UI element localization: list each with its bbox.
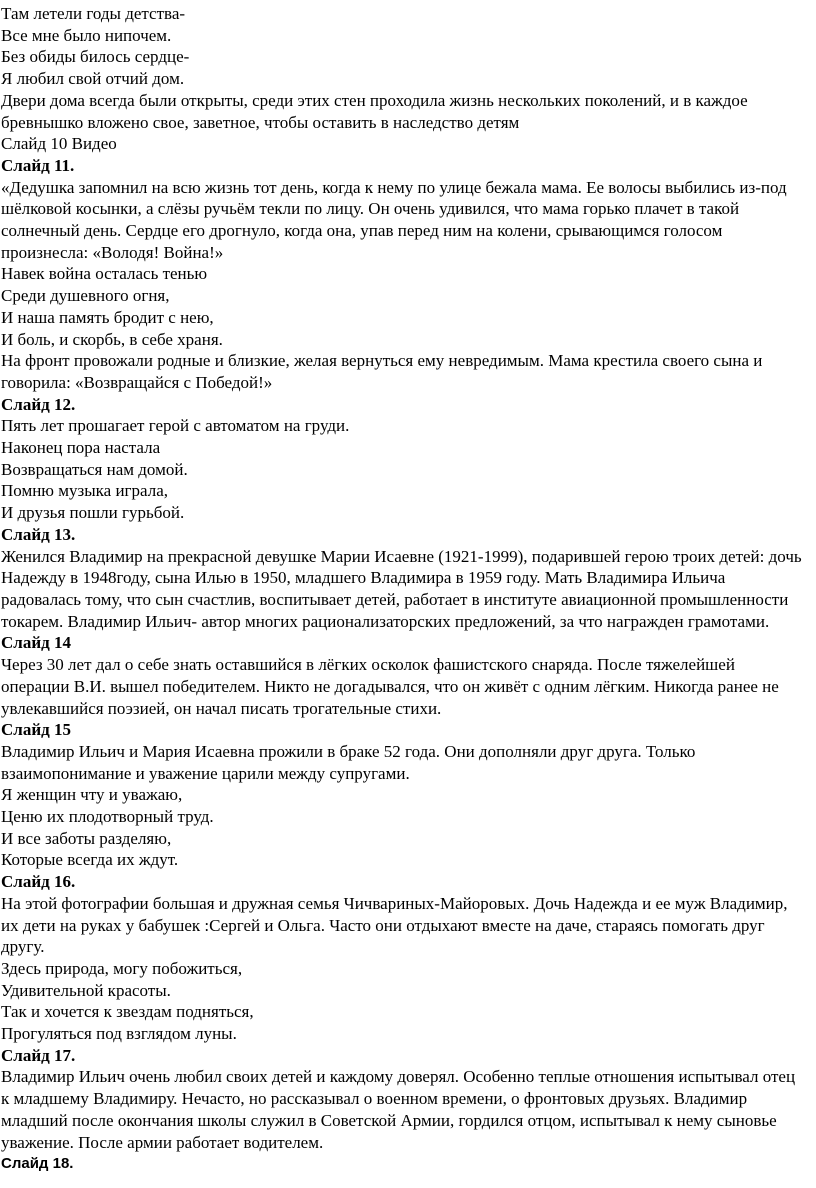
poem-line: Я любил свой отчий дом. — [1, 69, 185, 89]
poem-line: Все мне было нипочем. — [1, 25, 172, 45]
paragraph: Пять лет прошагает герой с автоматом на груди. — [1, 416, 350, 436]
poem-line: Здесь природа, могу побожиться, — [1, 958, 243, 978]
paragraph: На этой фотографии большая и дружная семья Чичвариных-Майоровых. Дочь Надежда и ее муж Владимир, их дети на руках у бабушек :Сергей и Ольга. Часто они отдыхают вместе на даче, стараясь помогать друг другу. — [1, 893, 788, 957]
paragraph: Женился Владимир на прекрасной девушке Марии Исаевне (1921-1999), подарившей герою троих детей: дочь Надежду в 1948году, сына Илью в 1950, младшего Владимира в 1959 году. Мать Владимира Ильича радовалась тому, что сын счастлив, воспитывает детей, работает в институте авиационной промышленности токарем. Владимир Ильич- автор многих рационализаторских предложений, за что награжден грамотами. — [1, 546, 802, 631]
poem-line: Без обиды билось сердце- — [1, 47, 190, 67]
paragraph: Владимир Ильич и Мария Исаевна прожили в браке 52 года. Они дополняли друг друга. Только взаимопонимание и уважение царили между супругами. — [1, 741, 696, 783]
poem-line: Наконец пора настала — [1, 438, 161, 458]
poem-line: Помню музыка играла, — [1, 481, 168, 501]
poem-line: И боль, и скорбь, в себе храня. — [1, 329, 223, 349]
poem-line: Среди душевного огня, — [1, 286, 170, 306]
slide-heading: Слайд 11. — [1, 155, 75, 175]
paragraph: Двери дома всегда были открыты, среди этих стен проходила жизнь нескольких поколений, и в каждое бревнышко вложено свое, заветное, чтобы оставить в наследство детям — [1, 90, 748, 132]
poem-line: И наша память бродит с нею, — [1, 307, 214, 327]
slide-note: Слайд 10 Видео — [1, 134, 117, 154]
poem-line: Там летели годы детства- — [1, 4, 186, 23]
slide-heading: Слайд 18. — [1, 1155, 74, 1173]
poem-line: Я женщин чту и уважаю, — [1, 785, 183, 805]
poem-line: Ценю их плодотворный труд. — [1, 807, 214, 827]
paragraph: «Дедушка запомнил на всю жизнь тот день, когда к нему по улице бежала мама. Ее волосы выбились из-под шёлковой косынки, а слёзы ручьём текли по лицу. Он очень удивился, что мама горько плачет в такой солнечный день. Сердце его дрогнуло, когда она, упав перед ним на колени, срывающимся голосом произнесла: «Володя! Война!» — [1, 177, 787, 262]
poem-line: Удивительной красоты. — [1, 980, 171, 1000]
slide-heading: Слайд 12. — [1, 394, 76, 414]
poem-line: И друзья пошли гурьбой. — [1, 503, 185, 523]
poem-line: Прогуляться под взглядом луны. — [1, 1024, 237, 1044]
poem-line: Которые всегда их ждут. — [1, 850, 179, 870]
slide-heading: Слайд 15 — [1, 720, 71, 740]
poem-line: Навек война осталась тенью — [1, 264, 208, 284]
slide-heading: Слайд 13. — [1, 524, 76, 544]
slide-heading: Слайд 16. — [1, 872, 76, 892]
paragraph: Владимир Ильич очень любил своих детей и каждому доверял. Особенно теплые отношения испытывал отец к младшему Владимиру. Нечасто, но рассказывал о военном времени, о фронтовых друзьях. Владимир младший после окончания школы служил в Советской Армии, гордился отцом, испытывал к нему сыновье уважение. После армии работает водителем. — [1, 1067, 796, 1152]
paragraph: На фронт провожали родные и близкие, желая вернуться ему невредимым. Мама крестила своего сына и говорила: «Возвращайся с Победой!» — [1, 351, 763, 392]
slide-heading: Слайд 17. — [1, 1045, 76, 1065]
slide-heading: Слайд 14 — [1, 633, 71, 653]
poem-line: И все заботы разделяю, — [1, 828, 172, 848]
poem-line: Так и хочется к звездам подняться, — [1, 1002, 254, 1022]
paragraph: Через 30 лет дал о себе знать оставшийся в лёгких осколок фашистского снаряда. После тяжелейшей операции В.И. вышел победителем. Никто не догадывался, что он живёт с одним лёгким. Никогда ранее не увлекавшийся поэзией, он начал писать трогательные стихи. — [1, 655, 779, 718]
poem-line: Возвращаться нам домой. — [1, 459, 188, 479]
